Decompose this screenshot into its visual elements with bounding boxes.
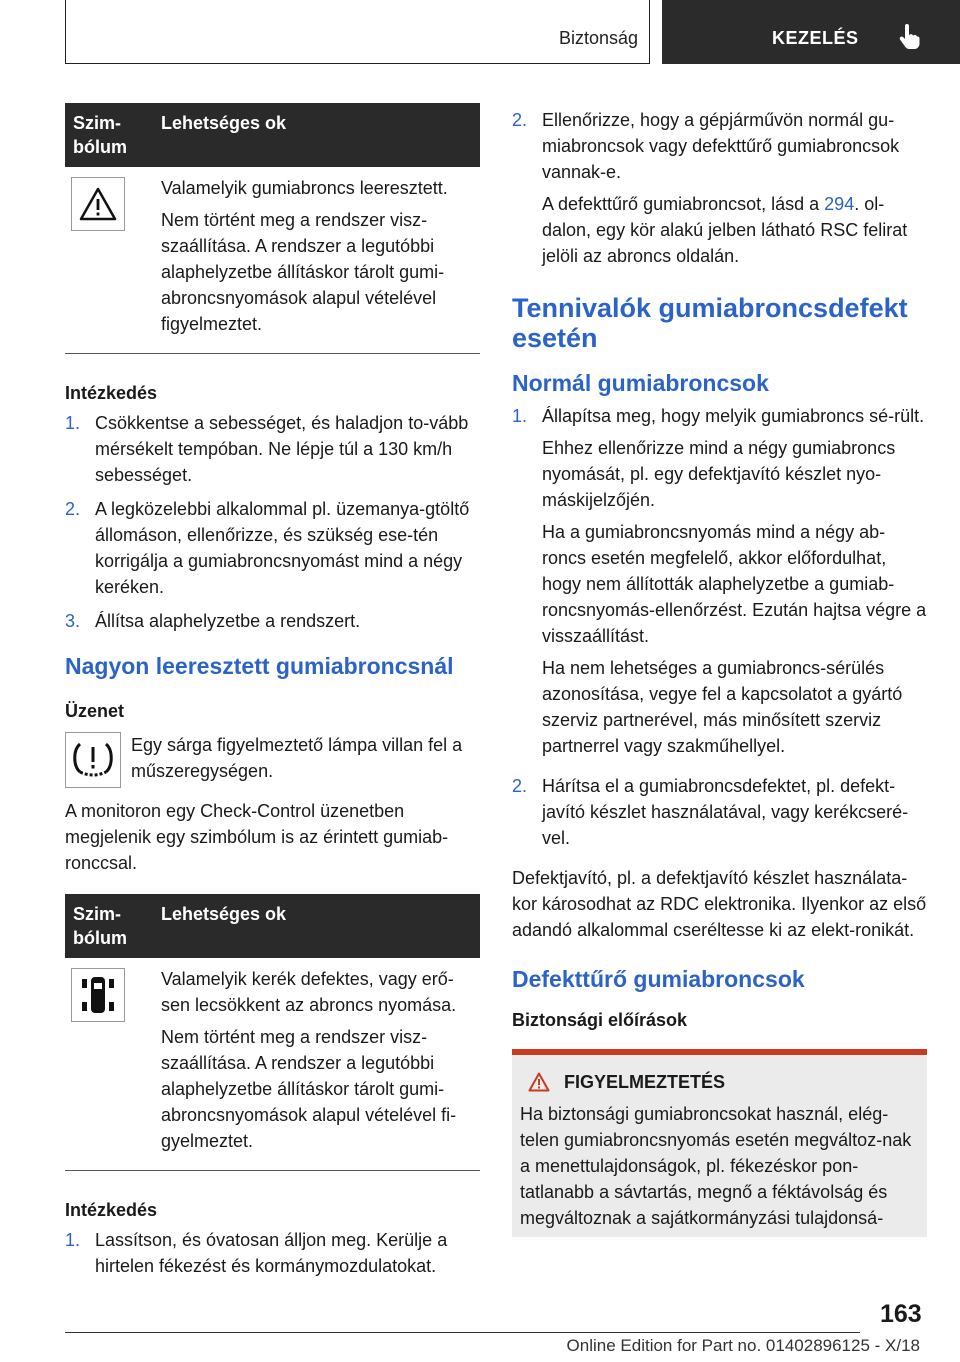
step-text: Ellenőrizze, hogy a gépjárművön normál gu-miabroncsok vagy defekttűrő gumiabroncsok vannak-e. xyxy=(542,110,900,182)
hand-pointer-icon xyxy=(898,24,920,55)
col-cause-header: Lehetséges ok xyxy=(161,904,287,924)
list-item: 2. Hárítsa el a gumiabroncsdefektet, pl. defekt-javító készlet használatával, vagy kerékcseré-vel. xyxy=(512,776,909,848)
monitor-text: A monitoron egy Check-Control üzenetben megjelenik egy szimbólum is az érintett gumiab-ronccsal. xyxy=(65,801,449,873)
col-symbol-header: Szim- bólum xyxy=(73,904,127,948)
list-item: 1. Csökkentse a sebességet, és haladjon to-vább mérsékelt tempóban. Ne lépje túl a 130 km/h sebességet. xyxy=(65,413,469,485)
section-heading: Nagyon leeresztett gumiabroncsnál xyxy=(65,653,454,679)
warning-icon xyxy=(528,1072,550,1092)
warning-text: Ha biztonsági gumiabroncsokat használ, elég-telen gumiabroncsnyomás esetén megváltoz-nak a menettulajdonságok, pl. fékezéskor pon-tatlanabb a sávtartás, megnő a féktávolság és megváltoznak a sajátkormányzási tulajdonsá- xyxy=(520,1104,912,1228)
list-item: 2. A legközelebbi alkalommal pl. üzemanya-gtöltő állomáson, ellenőrizze, és szükség ese-tén korrigálja a gumiabroncsnyomást mind a négy keréken. xyxy=(65,499,470,597)
car-tire-icon xyxy=(71,968,125,1022)
message-title: Üzenet xyxy=(65,701,125,721)
warning-box xyxy=(512,1049,927,1237)
list-item: 1. Állapítsa meg, hogy melyik gumiabroncs sé-rült. Ehhez ellenőrizze mind a négy gumiabroncs nyomását, pl. egy defektjavító készlet nyo-máskijelzőjén. Ha a gumiabroncsnyomás mind a négy ab-roncs esetén megfelelő, akkor előfordulhat, hogy nem állították alaphelyzetbe a gumiab-roncsnyomás-ellenőrzést. Ezután hajtsa végre a visszaállítást. Ha nem lehetséges a gumiabroncs-sérülés azonosítása, vegye fel a kapcsolatot a gyártó szerviz partnerével, más minősített szerviz partnerrel vagy szakműhellyel. xyxy=(512,406,927,756)
header-section-title: Biztonság xyxy=(558,28,638,48)
list-item: 1. Lassítson, és óvatosan álljon meg. Kerülje a hirtelen fékezést és kormánymozdulatokat. xyxy=(65,1230,448,1276)
table-row xyxy=(65,167,480,354)
list-item: 2. Ellenőrizze, hogy a gépjárművön normál gu-miabroncsok vagy defekttűrő gumiabroncsok vannak-e. A defekttűrő gumiabroncsot, lásd a 294. ol-dalon, egy kör alakú jelben látható RSC felirat jelöli az abroncs oldalán. xyxy=(512,107,927,275)
step-text: A defekttűrő gumiabroncsot, lásd a 294. ol-dalon, egy kör alakú jelben látható RSC felirat jelöli az abroncs oldalán. xyxy=(542,194,908,266)
subheading: Normál gumiabroncsok xyxy=(512,370,769,396)
safety-title: Biztonsági előírások xyxy=(512,1010,688,1030)
warning-triangle-icon xyxy=(71,177,125,231)
warning-title: FIGYELMEZTETÉS xyxy=(564,1072,726,1092)
measures-title: Intézkedés xyxy=(65,383,158,403)
header-tab-label: KEZELÉS xyxy=(772,28,859,48)
step-list xyxy=(512,107,927,275)
header-tab xyxy=(662,0,960,64)
page-link[interactable]: 294 xyxy=(824,194,855,214)
measures-title: Intézkedés xyxy=(65,1200,158,1220)
table-row xyxy=(65,958,480,1171)
col-cause-header: Lehetséges ok xyxy=(161,113,287,133)
right-column xyxy=(512,103,927,1237)
cause-text: Valamelyik gumiabroncs leeresztett. xyxy=(161,178,448,198)
page-number: 163 xyxy=(880,1300,922,1328)
table-header xyxy=(65,103,480,167)
left-column xyxy=(65,103,480,1287)
tire-pressure-warning-icon xyxy=(65,732,121,788)
message-text: Egy sárga figyelmeztető lámpa villan fel a műszeregységen. xyxy=(131,735,463,781)
list-item: 3. Állítsa alaphelyzetbe a rendszert. xyxy=(65,611,361,631)
cause-text: Valamelyik kerék defektes, vagy erő-sen lecsökkent az abroncs nyomása. xyxy=(161,969,457,1015)
table-header xyxy=(65,894,480,958)
message-block xyxy=(65,732,480,788)
footer-divider xyxy=(65,1332,860,1333)
measures-list xyxy=(65,1227,480,1279)
defect-note: Defektjavító, pl. a defektjavító készlet használata-kor károsodhat az RDC elektronika. Ilyenkor az első adandó alkalommal cseréltesse ki az elekt-ronikát. xyxy=(512,868,927,940)
cause-text: Nem történt meg a rendszer visz-szaállítása. A rendszer a legutóbbi alaphelyzetbe állításkor tárolt gumi-abroncsnyomások alapul vételével fi-gyelmeztet. xyxy=(161,1027,457,1151)
footer-text: Online Edition for Part no. 01402896125 - X/18 xyxy=(566,1336,920,1355)
subheading: Defekttűrő gumiabroncsok xyxy=(512,966,805,992)
normal-steps xyxy=(512,403,927,857)
measures-list xyxy=(65,410,480,634)
main-heading: Tennivalók gumiabroncsdefekt esetén xyxy=(512,293,908,353)
cause-text: Nem történt meg a rendszer visz-szaállítása. A rendszer a legutóbbi alaphelyzetbe állításkor tárolt gumi-abroncsnyomások alapul vételével figyelmeztet. xyxy=(161,210,445,334)
col-symbol-header: Szim- bólum xyxy=(73,113,127,157)
